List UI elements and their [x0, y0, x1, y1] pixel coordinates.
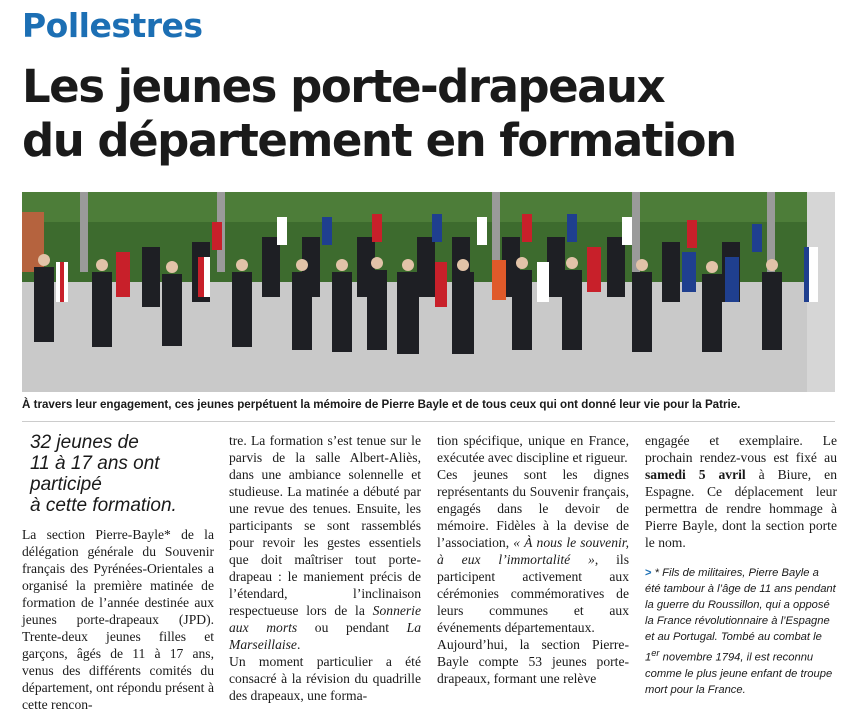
la-marseillaise: La Marseillaise [229, 620, 421, 652]
article-column-2 [229, 432, 421, 704]
lead-line-2: 11 à 17 ans ont [30, 453, 160, 474]
body-paragraph-5 [437, 466, 629, 636]
footnote-text: * Fils de militaires, Pierre Bayle a été tambour à l’âge de 11 ans pendant la guerre du Roussillon, qui a opposé la France révolutionnaire à l’Espagne et au Portugal. Tombé au combat le 1 [645, 567, 836, 664]
caption-divider [22, 421, 835, 422]
article-column-1 [22, 432, 214, 713]
event-date: samedi 5 avril [645, 467, 746, 482]
footnote-marker: > [645, 567, 655, 579]
footnote-text-end: novembre 1794, il est reconnu comme le plus jeune enfant de troupe mort pour la France. [645, 651, 833, 696]
photo-grass-back [22, 192, 835, 222]
body-text: engagée et exemplaire. Le prochain rendez-vous est fixé au [645, 433, 837, 465]
body-text: , ils participent activement aux cérémonies commémoratives de leurs communes et aux événements départementaux. [437, 552, 629, 635]
group-photo [22, 192, 835, 392]
section-kicker: Pollestres [22, 6, 203, 45]
body-text: tre. La formation s’est tenue sur le parvis de la salle Albert-Aliès, dans une ambiance solennelle et studieuse. La matinée a débuté par une revue des tenues. Ensuite, les participants se sont rassemblés pour revoir les gestes essentiels que doit maîtriser tout porte-drapeau : le maniement précis de l’étendard, l’inclinaison respectueuse lors de la [229, 433, 421, 618]
body-paragraph-3: Un moment particulier a été consacré à la révision du quadrille des drapeaux, une forma- [229, 654, 421, 703]
photo-caption: À travers leur engagement, ces jeunes perpétuent la mémoire de Pierre Bayle et de tous ceux qui ont donné leur vie pour la Patrie. [22, 398, 741, 411]
sonnerie-aux-morts: Sonnerie aux morts [229, 603, 421, 635]
group-photo-illustration [22, 192, 835, 392]
body-text: Ces jeunes sont les dignes représentants du Souvenir français, engagés dans le devoir de mémoire. Fidèles à la devise de l’association, [437, 467, 629, 550]
body-text: ou pendant [297, 620, 407, 635]
lead-line-1: 32 jeunes de [30, 432, 139, 453]
headline-line-2: du département en formation [22, 114, 736, 167]
association-motto: « À nous le souvenir, à eux l’immortalité » [437, 535, 629, 567]
footnote-superscript: er [651, 648, 660, 658]
article-headline [22, 60, 842, 168]
lead-quote [22, 432, 214, 516]
headline-line-1: Les jeunes porte-drapeaux [22, 60, 665, 113]
lead-line-4: à cette formation. [30, 495, 177, 516]
body-paragraph-1: La section Pierre-Bayle* de la délégation générale du Souvenir français des Pyrénées-Orientales a organisé la première matinée de formation de l’année destinée aux jeunes porte-drapeaux (JPD). Trente-deux jeunes filles et garçons, âgés de 11 à 17 ans, venus des différents comités du département, ont répondu présent à cette rencon- [22, 527, 214, 712]
footnote [645, 565, 837, 698]
article-column-3 [437, 432, 629, 687]
body-text: . [296, 637, 301, 652]
photo-post-left [80, 192, 88, 272]
lead-line-3: participé [30, 474, 102, 495]
body-text: à Biure, en Espagne. Ce déplacement leur permettra de rendre hommage à Pierre Bayle, dont la section porte le nom. [645, 467, 837, 550]
article-column-4 [645, 432, 837, 698]
body-paragraph-4: tion spécifique, unique en France, exécutée avec discipline et rigueur. [437, 433, 629, 465]
body-paragraph-7 [645, 432, 837, 551]
body-paragraph-6: Aujourd’hui, la section Pierre-Bayle compte 53 jeunes porte-drapeaux, formant une relève [437, 637, 629, 686]
body-paragraph-2 [229, 432, 421, 653]
